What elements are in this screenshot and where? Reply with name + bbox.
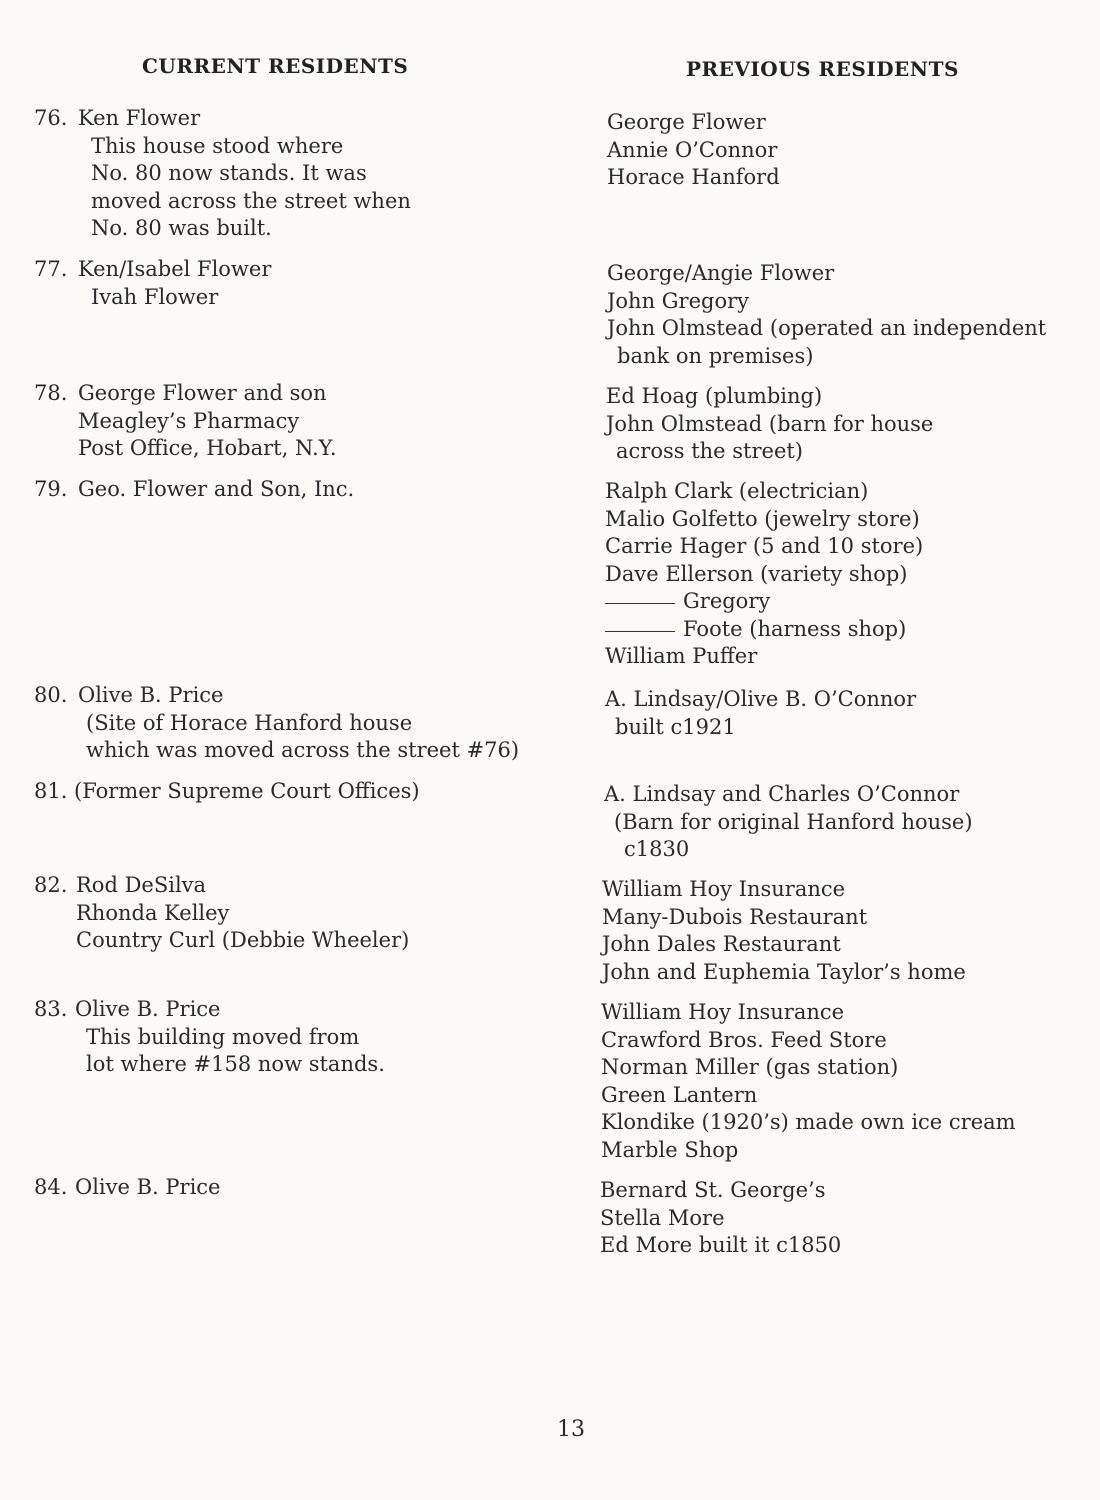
entry-81-previous xyxy=(604,781,973,864)
entry-number: 78. xyxy=(34,381,68,405)
previous-resident: Bernard St. George’s xyxy=(600,1178,826,1202)
resident-name: Olive B. Price xyxy=(78,683,224,707)
previous-resident: Foote (harness shop) xyxy=(683,616,907,641)
page-number: 13 xyxy=(557,1417,585,1442)
entry-83-current xyxy=(34,996,385,1079)
previous-resident: Dave Ellerson (variety shop) xyxy=(605,561,908,586)
resident-name: Rhonda Kelley xyxy=(76,900,230,925)
entry-number: 81. xyxy=(34,779,68,803)
resident-name: Geo. Flower and Son, Inc. xyxy=(78,477,355,501)
entry-80-previous xyxy=(605,686,916,741)
blank-line xyxy=(605,631,675,632)
entry-76-current xyxy=(34,105,411,243)
current-residents-heading: CURRENT RESIDENTS xyxy=(142,54,409,78)
entry-note: This house stood where xyxy=(91,133,344,158)
resident-name: Post Office, Hobart, N.Y. xyxy=(78,436,337,460)
resident-name: George Flower and son xyxy=(78,381,327,405)
entry-77-previous xyxy=(607,260,1046,370)
previous-resident: John Olmstead (operated an independent xyxy=(607,316,1047,340)
previous-resident: Stella More xyxy=(600,1205,725,1230)
entry-77-current xyxy=(34,256,271,311)
entry-78-previous xyxy=(606,383,933,466)
previous-resident-note: bank on premises) xyxy=(617,343,814,368)
entry-79-current xyxy=(34,476,354,504)
resident-name: Ken Flower xyxy=(78,106,201,130)
resident-name: (Former Supreme Court Offices) xyxy=(74,779,420,803)
entry-80-current xyxy=(34,682,519,765)
previous-resident: Norman Miller (gas station) xyxy=(601,1055,899,1079)
previous-resident: Horace Hanford xyxy=(607,165,780,189)
entry-note: lot where #158 now stands. xyxy=(86,1052,385,1076)
entry-note: No. 80 was built. xyxy=(91,216,272,240)
entry-note: No. 80 now stands. It was xyxy=(91,161,367,185)
entry-78-current xyxy=(34,380,337,463)
previous-resident: John and Euphemia Taylor’s home xyxy=(602,959,966,984)
entry-note: (Site of Horace Hanford house xyxy=(86,710,413,735)
previous-resident-note: c1830 xyxy=(624,837,690,861)
entry-note: moved across the street when xyxy=(91,188,411,213)
entry-81-current xyxy=(34,778,420,806)
entry-note: This building moved from xyxy=(86,1024,360,1049)
previous-resident: A. Lindsay and Charles O’Connor xyxy=(604,782,960,806)
previous-resident: John Gregory xyxy=(607,288,750,313)
entry-79-previous xyxy=(605,478,923,671)
previous-resident-note: built c1921 xyxy=(615,714,736,739)
previous-resident: George Flower xyxy=(607,110,766,134)
entry-83-previous xyxy=(601,999,1016,1164)
entry-number: 84. xyxy=(34,1175,68,1199)
previous-resident: Carrie Hager (5 and 10 store) xyxy=(605,534,924,558)
previous-residents-heading: PREVIOUS RESIDENTS xyxy=(686,57,959,81)
previous-resident: Gregory xyxy=(683,589,771,613)
entry-number: 80. xyxy=(34,683,68,707)
previous-resident: Annie O’Connor xyxy=(607,137,778,162)
entry-84-current xyxy=(34,1174,220,1202)
previous-resident: Marble Shop xyxy=(601,1137,739,1162)
resident-name: Rod DeSilva xyxy=(76,873,207,897)
resident-name: Ken/Isabel Flower xyxy=(78,257,272,281)
previous-resident: Ed More built it c1850 xyxy=(600,1233,842,1257)
entry-number: 76. xyxy=(34,106,68,130)
resident-name: Olive B. Price xyxy=(75,1175,221,1199)
previous-resident: Crawford Bros. Feed Store xyxy=(601,1027,887,1052)
entry-number: 77. xyxy=(34,257,68,281)
resident-name: Ivah Flower xyxy=(91,284,219,309)
previous-resident: Malio Golfetto (jewelry store) xyxy=(605,506,920,531)
previous-resident: William Hoy Insurance xyxy=(602,877,846,901)
previous-resident: John Olmstead (barn for house xyxy=(606,411,934,436)
previous-resident: Many-Dubois Restaurant xyxy=(602,904,868,929)
previous-resident: William Puffer xyxy=(605,644,758,668)
previous-resident-note: (Barn for original Hanford house) xyxy=(614,809,973,834)
entry-number: 79. xyxy=(34,477,68,501)
previous-resident: William Hoy Insurance xyxy=(601,1000,845,1024)
entry-number: 82. xyxy=(34,873,68,897)
previous-resident: Ralph Clark (electrician) xyxy=(605,479,869,503)
previous-resident: Ed Hoag (plumbing) xyxy=(606,384,823,408)
resident-name: Meagley’s Pharmacy xyxy=(78,408,300,433)
previous-resident: Klondike (1920’s) made own ice cream xyxy=(601,1110,1016,1134)
previous-resident: John Dales Restaurant xyxy=(602,932,841,956)
blank-line xyxy=(605,603,675,604)
entry-76-previous xyxy=(607,109,780,192)
previous-resident: A. Lindsay/Olive B. O’Connor xyxy=(605,687,917,711)
resident-name: Country Curl (Debbie Wheeler) xyxy=(76,928,410,952)
previous-resident: George/Angie Flower xyxy=(607,261,835,285)
entry-84-previous xyxy=(600,1177,841,1260)
previous-resident: Green Lantern xyxy=(601,1082,758,1107)
entry-82-current xyxy=(34,872,409,955)
entry-number: 83. xyxy=(34,997,68,1021)
resident-name: Olive B. Price xyxy=(75,997,221,1021)
previous-resident-note: across the street) xyxy=(616,439,804,463)
entry-82-previous xyxy=(602,876,966,986)
entry-note: which was moved across the street #76) xyxy=(86,738,520,762)
